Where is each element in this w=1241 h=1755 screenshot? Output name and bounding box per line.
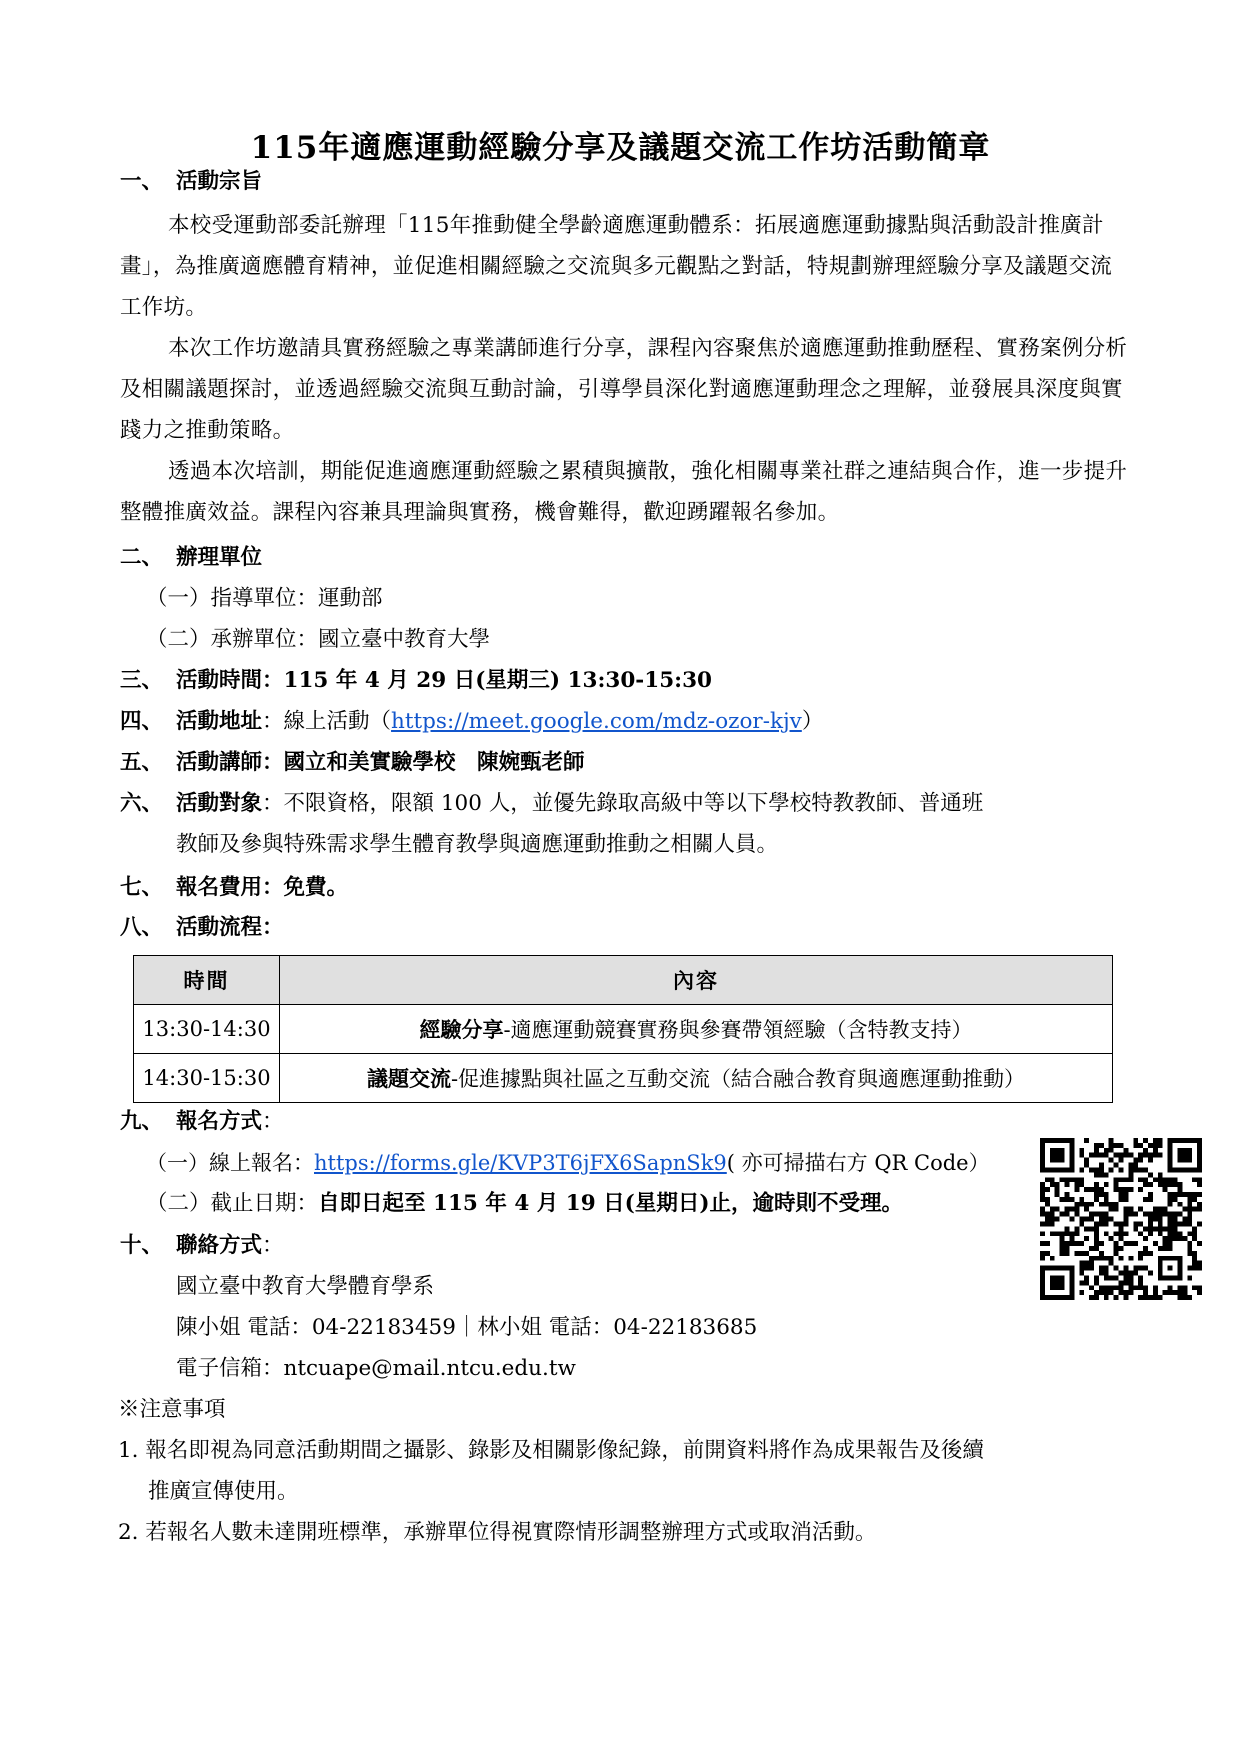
purpose-paragraph-1: 本校受運動部委託辦理「115年推動健全學齡適應運動體系：拓展適應運動據點與活動設計推廣計畫」，為推廣適應體育精神，並促進相關經驗之交流與多元觀點之對話，特規劃辦理經驗分享及議題交流工作坊。: [120, 213, 1113, 320]
contact-department: 國立臺中教育大學體育學系: [176, 1274, 435, 1299]
note-2: 2. 若報名人數未達開班標準，承辦單位得視實際情形調整辦理方式或取消活動。: [118, 1520, 877, 1545]
section-4-number: 四、: [120, 709, 164, 734]
registration-deadline-label: （二）截止日期：: [146, 1191, 319, 1216]
registration-deadline-value: 自即日起至 115 年 4 月 19 日(星期日)止，逾時則不受理。: [318, 1191, 904, 1216]
event-address-label: 活動地址: [176, 709, 263, 734]
meet-link[interactable]: https://meet.google.com/mdz-ozor-kjv: [391, 709, 802, 734]
schedule-detail: -促進據點與社區之互動交流（結合融合教育與適應運動推動）: [450, 1067, 1026, 1091]
section-5-number: 五、: [120, 750, 164, 775]
qr-code-image[interactable]: [1040, 1138, 1202, 1300]
audience-text-1: ：不限資格，限額 100 人，並優先錄取高級中等以下學校特教教師、普通班: [262, 791, 984, 816]
fee-value: 免費。: [283, 875, 349, 900]
schedule-detail: -適應運動競賽實務與參賽帶領經驗（含特教支持）: [503, 1018, 973, 1042]
event-time-label: 活動時間：: [176, 668, 284, 693]
registration-form-link[interactable]: https://forms.gle/KVP3T6jFX6SapnSk9: [314, 1151, 727, 1175]
section-2-heading: 辦理單位: [176, 545, 263, 570]
section-9-heading-wrap: [176, 1107, 284, 1137]
speaker-label: 活動講師：: [176, 750, 284, 775]
page-title: 115年適應運動經驗分享及議題交流工作坊活動簡章: [250, 130, 991, 166]
event-speaker: [176, 748, 585, 778]
speaker-value: 國立和美實驗學校 陳婉甄老師: [283, 750, 585, 775]
event-time-value: 115 年 4 月 29 日(星期三) 13:30-15:30: [283, 668, 713, 693]
schedule-content: [280, 1054, 1113, 1103]
event-address-suffix: ）: [801, 709, 824, 734]
note-1-line-2: 推廣宣傳使用。: [148, 1479, 299, 1504]
event-address: [176, 707, 823, 737]
section-8-number: 八、: [120, 915, 164, 940]
schedule-table: [133, 955, 1113, 1103]
section-10-number: 十、: [120, 1233, 164, 1258]
schedule-time: 14:30-15:30: [134, 1054, 280, 1103]
schedule-content: [280, 1005, 1113, 1054]
audience-label: 活動對象: [176, 791, 263, 816]
section-9-heading: 報名方式: [176, 1109, 263, 1134]
contact-phones: 陳小姐 電話：04-22183459｜林小姐 電話：04-22183685: [176, 1315, 758, 1340]
schedule-header-time: 時間: [134, 956, 280, 1005]
registration-deadline: [146, 1189, 903, 1219]
section-9-number: 九、: [120, 1109, 164, 1134]
fee-label: 報名費用：: [176, 875, 284, 900]
audience-line-1: [176, 789, 983, 819]
fee: [176, 873, 348, 903]
section-10-heading-wrap: [176, 1231, 284, 1261]
purpose-paragraph-2: 本次工作坊邀請具實務經驗之專業講師進行分享，課程內容聚焦於適應運動推動歷程、實務案例分析及相關議題探討，並透過經驗交流與互動討論，引導學員深化對適應運動理念之理解，並發展具深度與實踐力之推動策略。: [120, 336, 1128, 443]
section-3-number: 三、: [120, 668, 164, 693]
event-time: [176, 666, 712, 696]
organizer-host: （二）承辦單位：國立臺中教育大學: [146, 627, 491, 652]
notes-heading: ※注意事項: [118, 1397, 226, 1422]
schedule-topic: 經驗分享: [419, 1017, 504, 1042]
table-row: [134, 1005, 1113, 1054]
section-10-heading: 聯絡方式: [176, 1233, 263, 1258]
schedule-time: 13:30-14:30: [134, 1005, 280, 1054]
schedule-topic: 議題交流: [366, 1066, 451, 1091]
event-address-prefix: ：線上活動（: [262, 709, 392, 734]
organizer-guide: （一）指導單位：運動部: [146, 586, 383, 611]
contact-email: 電子信箱：ntcuape@mail.ntcu.edu.tw: [176, 1356, 576, 1381]
section-1-heading: 活動宗旨: [176, 169, 263, 194]
registration-online: [146, 1148, 990, 1178]
section-6-number: 六、: [120, 791, 164, 816]
section-2-number: 二、: [120, 545, 164, 570]
audience-line-2: 教師及參與特殊需求學生體育教學與適應運動推動之相關人員。: [176, 832, 779, 857]
section-10-colon: ：: [262, 1233, 284, 1258]
table-row: [134, 1054, 1113, 1103]
note-1-line-1: 1. 報名即視為同意活動期間之攝影、錄影及相關影像紀錄，前開資料將作為成果報告及後續: [118, 1438, 984, 1463]
registration-online-suffix: ( 亦可掃描右方 QR Code）: [726, 1151, 990, 1175]
schedule-header-content: 內容: [280, 956, 1113, 1005]
purpose-paragraph-3: 透過本次培訓，期能促進適應運動經驗之累積與擴散，強化相關專業社群之連結與合作，進一步提升整體推廣效益。課程內容兼具理論與實務，機會難得，歡迎踴躍報名參加。: [120, 459, 1128, 525]
section-7-number: 七、: [120, 875, 164, 900]
registration-online-label: （一）線上報名：: [146, 1151, 314, 1175]
section-9-colon: ：: [262, 1109, 284, 1134]
section-1-number: 一、: [120, 169, 164, 194]
section-8-heading: 活動流程：: [176, 915, 284, 940]
schedule-header-row: [134, 956, 1113, 1005]
